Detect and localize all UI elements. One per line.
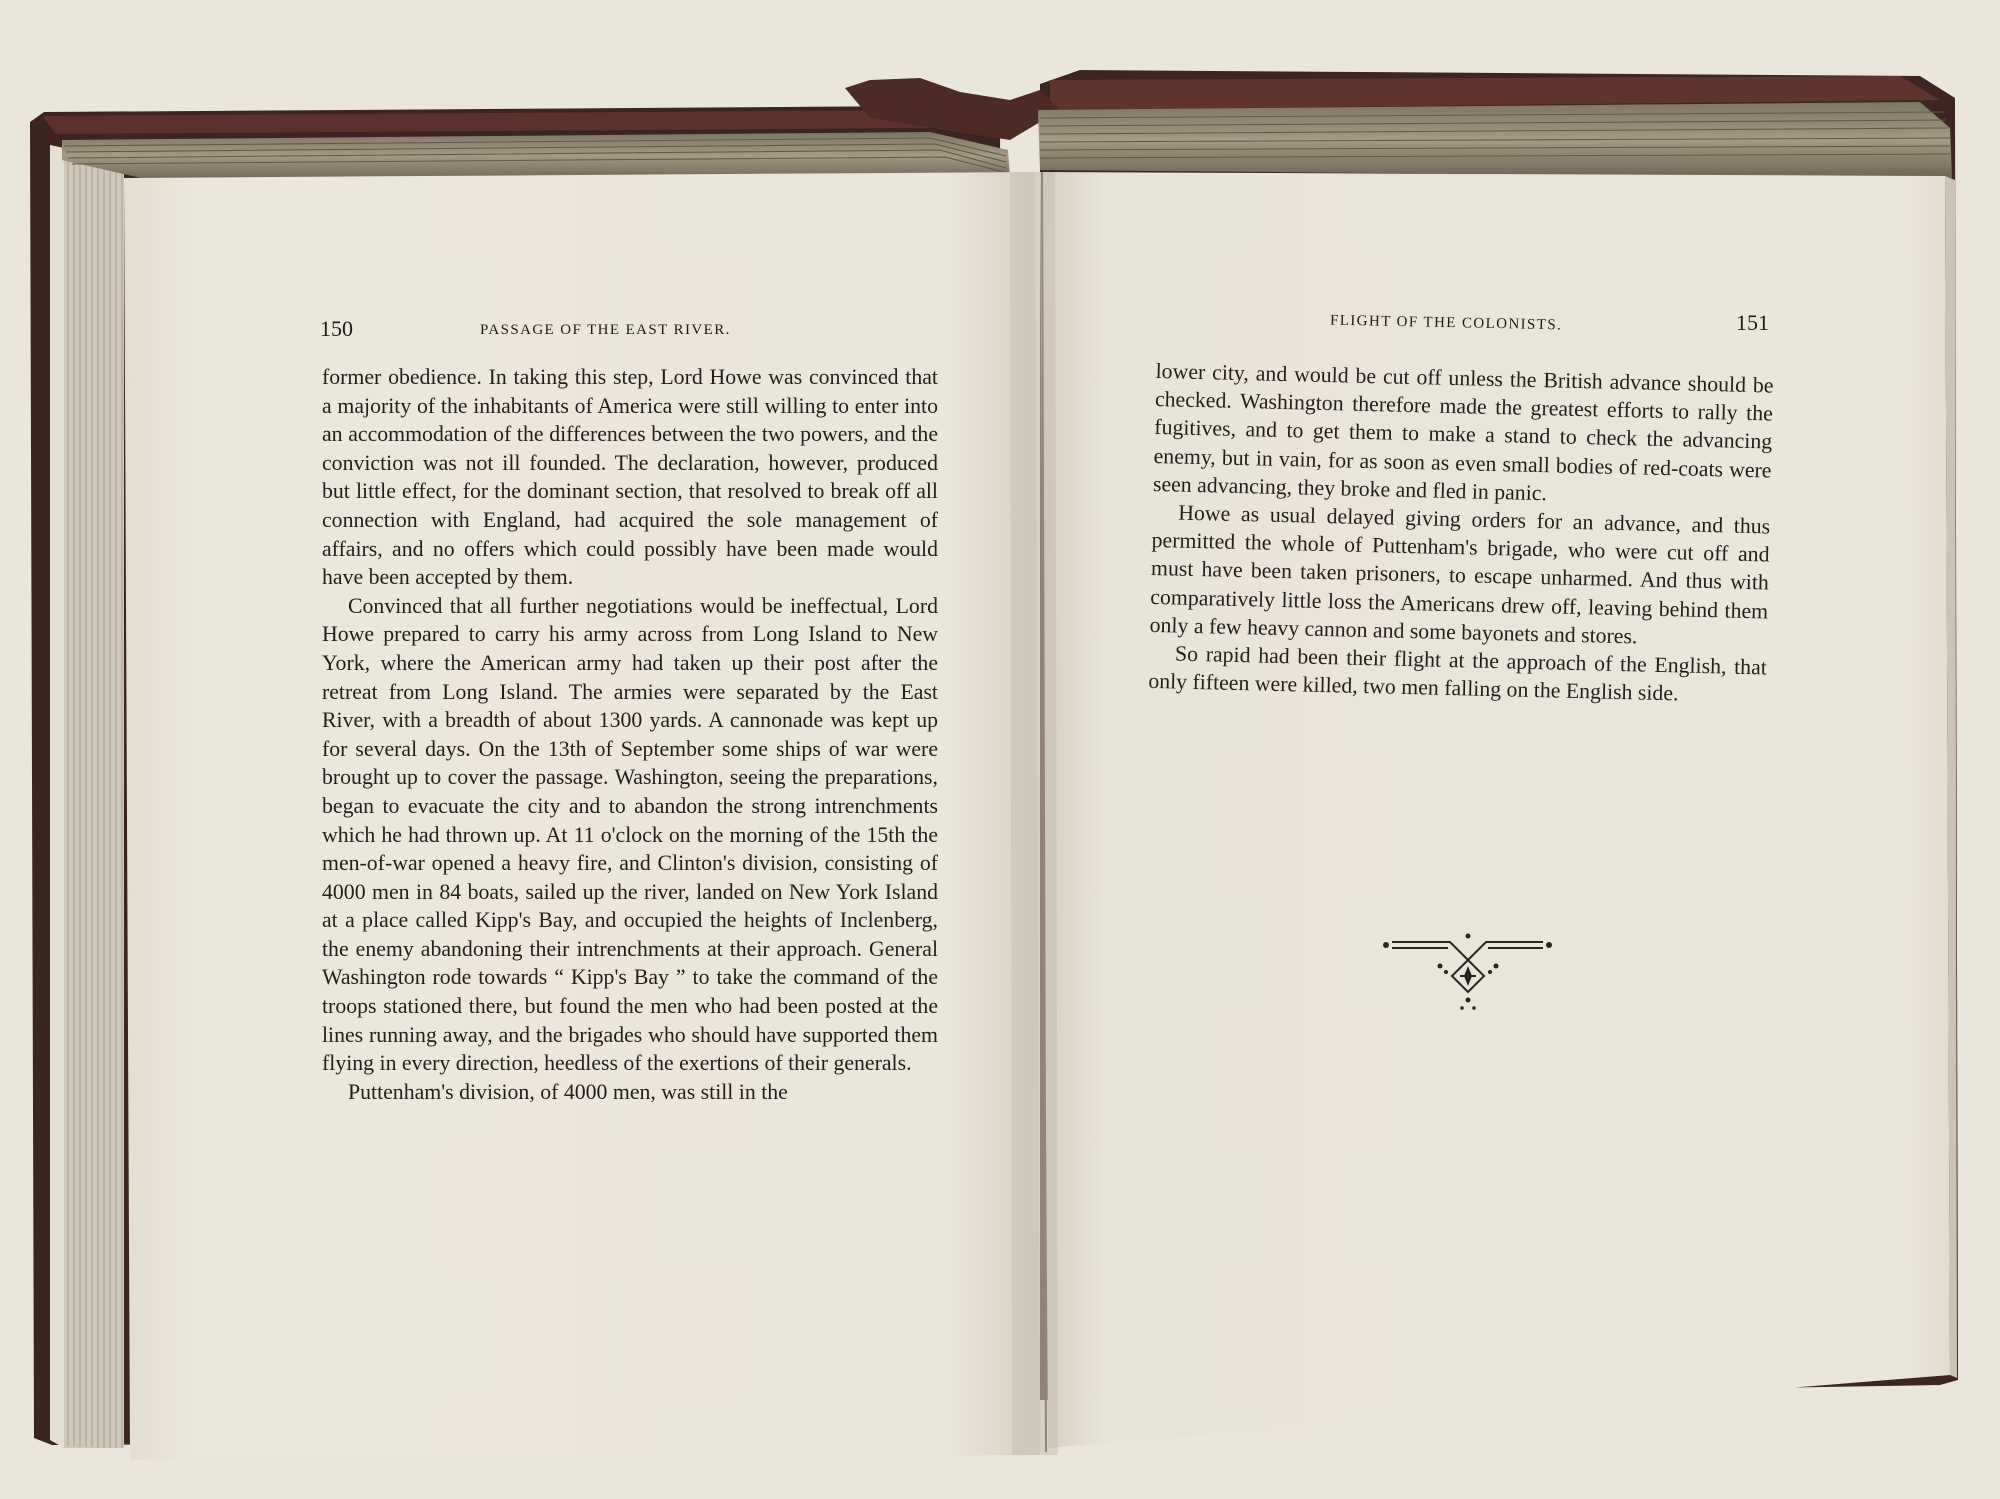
left-paragraph-2: Convinced that all further negotiations would be ineffectual, Lord Howe prepared to carry his army across from Long Island to New York, where the American army had taken up their post after the retreat from Long Island. The armies were separated by the East River, with a breadth of about 1300 yards. A cannonade was kept up for several days. On the 13th of September some ships of war were brought up to cover the passage. Washington, seeing the preparations, began to evacuate the city and to abandon the strong intrenchments which he had thrown up. At 11 o'clock on the morning of the 15th the men-of-war opened a heavy fire, and Clinton's division, consisting of 4000 men in 84 boats, sailed up the river, landed on New York Island at a place called Kipp's Bay, and occupied the heights of Inclenberg, the enemy abandoning their intrenchments at their approach. General Washington rode towards “ Kipp's Bay ” to take the command of the troops stationed there, but found the men who had been posted at the lines running away, and the brigades who should have supported them flying in every direction, heedless of the exertions of their generals. xyxy=(322,593,938,1076)
left-running-title: PASSAGE OF THE EAST RIVER. xyxy=(480,322,731,338)
right-page-body xyxy=(1148,357,1774,710)
right-paragraph-3: So rapid had been their flight at the approach of the English, that only fifteen were killed, two men falling on the English side. xyxy=(1148,641,1768,706)
right-running-title: FLIGHT OF THE COLONISTS. xyxy=(1329,312,1563,334)
right-paragraph-2: Howe as usual delayed giving orders for an advance, and thus permitted the whole of Puttenham's brigade, who were cut off and must have been taken prisoners, to escape unharmed. And thus with comparatively little loss the Americans drew off, leaving behind them only a few heavy cannon and some bayonets and stores. xyxy=(1149,500,1771,649)
left-paragraph-1: former obedience. In taking this step, Lord Howe was convinced that a majority of the inhabitants of America were still willing to enter into an accommodation of the differences between the two powers, and the conviction was not ill founded. The declaration, however, produced but little effect, for the dominant section, that resolved to break off all connection with England, had acquired the sole management of affairs, and no offers which could possibly have been made would have been accepted by them. xyxy=(322,365,938,590)
left-paragraph-3: Puttenham's division, of 4000 men, was still in the xyxy=(348,1079,788,1104)
right-page-number: 151 xyxy=(1736,310,1769,335)
left-page-number: 150 xyxy=(320,316,353,341)
tailpiece-ornament xyxy=(1380,920,1555,1015)
right-paragraph-1: lower city, and would be cut off unless the British advance should be checked. Washington therefore made the greatest efforts to rally the fugitives, and to get them to make a stand to check the advancing enemy, but in vain, for as soon as even small bodies of red-coats were seen advancing, they broke and fled in panic. xyxy=(1152,358,1774,506)
left-page-body xyxy=(322,363,938,1106)
